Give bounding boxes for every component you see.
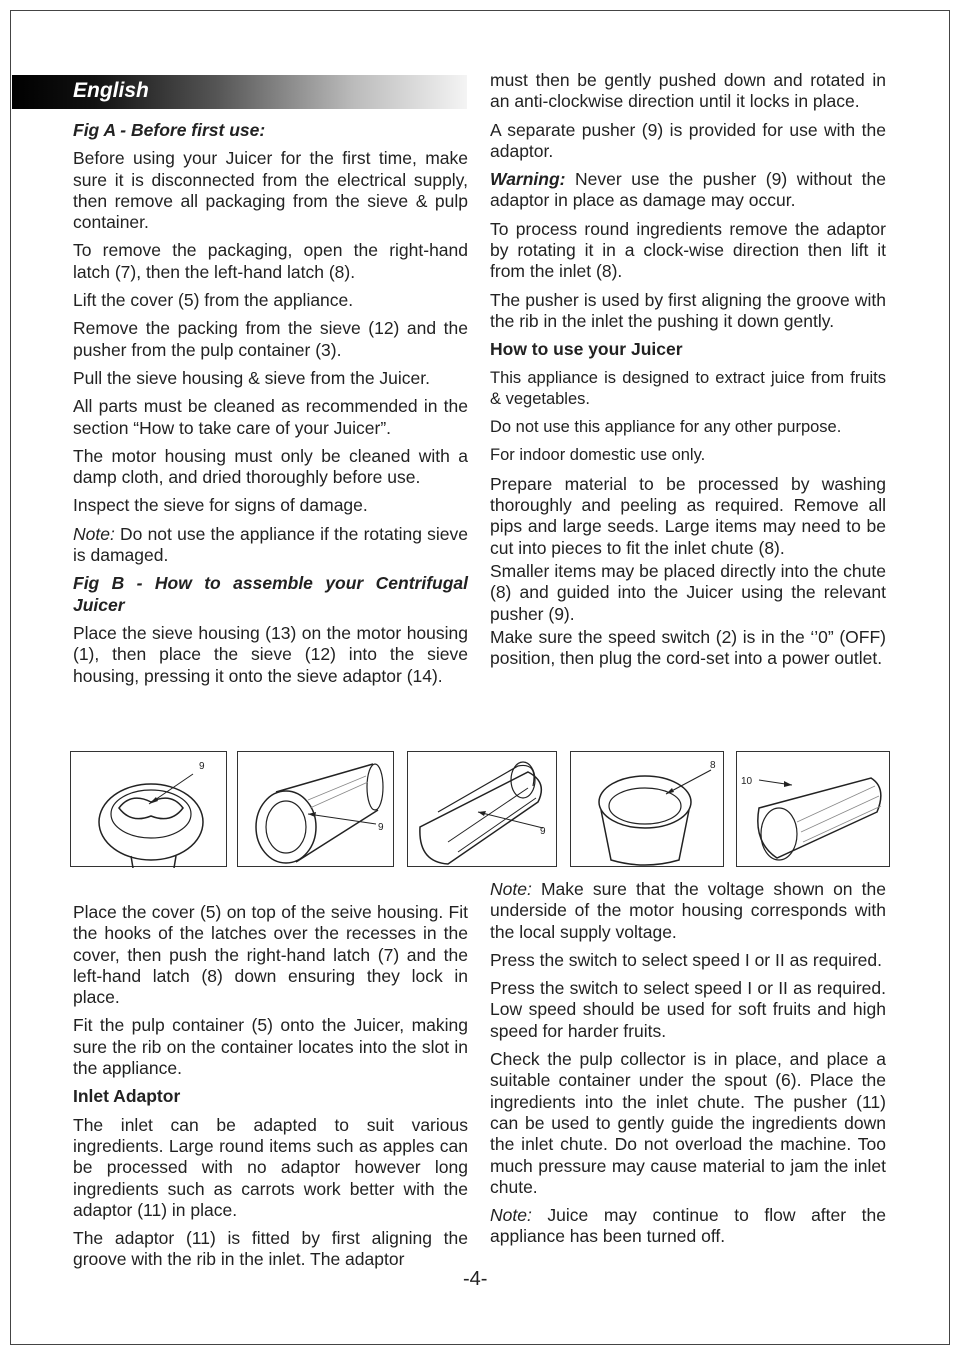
callout-number: 9 [540,826,546,837]
right-column-top [490,70,886,676]
pusher-side-illustration [238,752,395,868]
paragraph: Inspect the sieve for signs of damage. [73,495,368,516]
paragraph: To remove the packaging, open the right-hand latch (7), then the left-hand latch (8). [73,240,468,282]
warning-label: Warning: [490,169,566,190]
note-label: Note: [73,523,115,544]
note-paragraph [490,879,886,943]
paragraph: The adaptor (11) is fitted by first aligning the groove with the rib in the inlet. The adaptor [73,1228,468,1270]
paragraph: Press the switch to select speed I or II as required. Low speed should be used for soft fruits and high speed for harder fruits. [490,978,886,1041]
paragraph: Lift the cover (5) from the appliance. [73,290,354,311]
figure-pusher-side [237,751,394,867]
figure-pusher-top [70,751,227,867]
paragraph: Pull the sieve housing & sieve from the Juicer. [73,367,430,388]
paragraph: Remove the packing from the sieve (12) and the pusher from the pulp container (3). [73,318,468,360]
paragraph: Check the pulp collector is in place, and place a suitable container under the spout (6). Place the ingredients into the inlet chute. The pusher (11) can be used to gently guide the ingredients down the inlet chute. Do not overload the machine. Too much pressure may cause material to jam the inlet chute. [490,1049,886,1197]
how-to-heading: How to use your Juicer [490,339,683,360]
paragraph: For indoor domestic use only. [490,446,706,465]
paragraph: Before using your Juicer for the first time, make sure it is disconnected from the electrical supply, then remove all packaging from the sieve & pulp container. [73,148,468,233]
note-paragraph [73,524,468,567]
paragraph: Prepare material to be processed by washing thoroughly and peeling as required. Remove all pips and large seeds. Large items may need to be cut into pieces to fit the inlet chute (8). [490,473,886,558]
callout-number: 9 [378,822,384,833]
paragraph: All parts must be cleaned as recommended in the section “How to take care of your Juicer”. [73,396,468,438]
callout-number: 10 [741,776,753,787]
warning-text: Never use the pusher (9) without the adaptor in place as damage may occur. [490,169,886,211]
paragraph: The pusher is used by first aligning the groove with the rib in the inlet the pushing it down gently. [490,289,886,331]
callout-number: 9 [199,761,205,772]
figure-row [70,751,890,869]
note-text: Do not use the appliance if the rotating sieve is damaged. [73,523,468,566]
figure-adaptor-pusher [736,751,890,867]
pusher-long-illustration [408,752,558,868]
paragraph: The motor housing must only be cleaned with a damp cloth, and dried thoroughly before use. [73,445,468,488]
fig-b-heading: Fig B - How to assemble your Centrifugal Juicer [73,573,468,615]
note-label: Note: [490,1205,532,1226]
language-title: English [73,79,149,102]
paragraph: Smaller items may be placed directly into the chute (8) and guided into the Juicer using the relevant pusher (9). [490,560,886,624]
note-label: Note: [490,879,532,899]
inlet-adaptor-heading: Inlet Adaptor [73,1086,181,1107]
note-text: Juice may continue to flow after the appliance has been turned off. [490,1205,886,1247]
figure-pusher-long [407,751,557,867]
warning-paragraph [490,169,886,212]
paragraph: To process round ingredients remove the adaptor by rotating it in a clock-wise direction then lift it from the inlet (8). [490,218,886,282]
paragraph: This appliance is designed to extract juice from fruits & vegetables. [490,368,886,408]
left-column-top [73,120,468,694]
page-number: -4- [463,1268,488,1290]
right-column-bottom [490,879,886,1255]
paragraph: must then be gently pushed down and rotated in an anti-clockwise direction until it locks in place. [490,70,886,112]
figure-adaptor [570,751,724,867]
paragraph: Press the switch to select speed I or II as required. [490,949,882,970]
language-header [12,75,467,109]
callout-number: 8 [710,760,716,771]
note-paragraph [490,1205,886,1248]
fig-a-heading: Fig A - Before first use: [73,120,266,140]
paragraph: Place the cover (5) on top of the seive housing. Fit the hooks of the latches over the recesses in the cover, then push the right-hand latch (7) and the left-hand latch (8) down ensuring they lock in place. [73,902,468,1008]
paragraph: Place the sieve housing (13) on the motor housing (1), then place the sieve (12) into the sieve housing, pressing it onto the sieve adaptor (14). [73,622,468,686]
left-column-bottom [73,902,468,1278]
paragraph: A separate pusher (9) is provided for use with the adaptor. [490,119,886,161]
note-text: Make sure that the voltage shown on the underside of the motor housing corresponds with the local supply voltage. [490,879,886,942]
paragraph: The inlet can be adapted to suit various ingredients. Large round items such as apples can be processed with no adaptor however long ingredients such as carrots work better with the adaptor (11) in place. [73,1114,468,1220]
adaptor-pusher-illustration [737,752,891,868]
paragraph: Make sure the speed switch (2) is in the ‘’0” (OFF) position, then plug the cord-set into a power outlet. [490,626,886,669]
adaptor-illustration [571,752,725,868]
paragraph: Do not use this appliance for any other purpose. [490,418,842,437]
paragraph: Fit the pulp container (5) onto the Juicer, making sure the rib on the container locates into the slot in the appliance. [73,1015,468,1079]
